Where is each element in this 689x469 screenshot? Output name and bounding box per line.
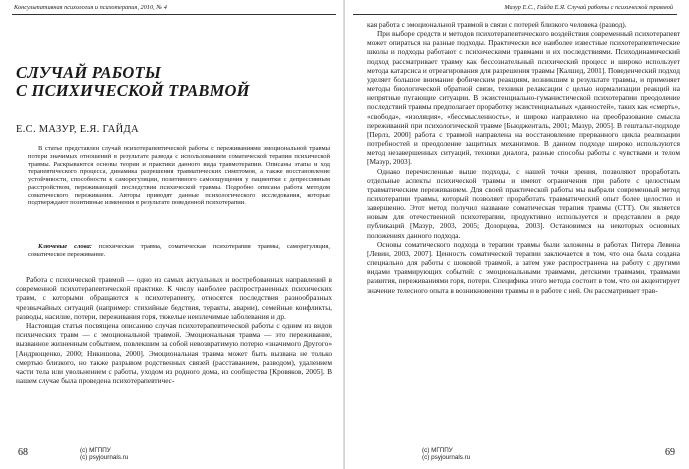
abstract-text: В статье представлен случай психотерапевтической работы с переживаниями эмоциональной травмы потери значимых отношений в результате развода с использованием соматической терапии психической травмы. Раскрываются основы теории и практики данного вида травмотерапии. Описаны этапы и ход терапевтического процесса, динамика разрешения травматических симптомов, а также восстановление устойчивости, способности к саморегуляции, позитивного самоощущения у пациентки с депрессивным расстройством, переживающей последствия психической травмы. Подробно описана работа методом соматического переживания. Авторы приводят данные психологического исследования, которые подтверждают позитивные изменения в результате поведенной психотерапии. <box>28 145 330 207</box>
paragraph: Однако перечисленные выше подходы, с нашей точки зрения, позволяют проработать отдельные аспекты психической травмы и имеют ограничения при работе с целостным травматическим переживанием. Для своей практической работы мы выбрали современный метод психотерапии травмы, который позволяет проработать травматический опыт более целостно и завершенно. Этот метод получил название соматическая терапия травмы (СТТ). Он является новым для отечественной психотерапии, продуктивно используется и представлен в ряде публикаций [Мазур, 2003, 2005; Дозорцева, 2003]. Остановимся на некоторых основных положениях данного подхода. <box>367 166 680 240</box>
page-number-left: 68 <box>18 447 28 458</box>
abstract <box>28 145 330 207</box>
title-line-2: С ПСИХИЧЕСКОЙ ТРАВМОЙ <box>16 81 250 100</box>
running-head-left: Консультативная психология и психотерапия, 2010, № 4 <box>14 4 167 11</box>
paragraph: Основы соматического подхода в терапии травмы были заложены в работах Питера Левина [Левин, 2003, 2007]. Ценность соматической терапии заключается в том, что она была создана специально для работы с шоковой травмой, а затем уже распространена на работу с другими видами травмирующих событий: с эмоциональными травмами, детскими травмами, травмами развития, переживаниями горя, потери. Специфика этого метода состоит в том, что он акцентирует значение телесного опыта в возникновении травмы и в работе с ней. Он рассматривает трав- <box>367 239 680 295</box>
article-authors: Е.С. МАЗУР, Е.Я. ГАЙДА <box>16 124 139 135</box>
page-number-right: 69 <box>665 447 675 458</box>
right-page <box>345 0 689 469</box>
footer-line: (с) psyjournals.ru <box>80 454 129 461</box>
keywords-text: психическая травма, соматическая психотерапия травмы, саморегуляция, соматическое переживание. <box>28 243 330 258</box>
title-line-1: СЛУЧАЙ РАБОТЫ <box>16 63 162 82</box>
footer-left <box>80 447 128 461</box>
footer-line: (с) МГППУ <box>422 447 453 454</box>
paragraph: Работа с психической травмой — одно из самых актуальных и востребованных направлений в современной психотерапевтической практике. К числу наиболее распространенных психических травм, с которыми обращаются к психотерапевту, относятся последствия разнообразных чрезвычайных ситуаций (например: стихийные бедствия, теракты, аварии), семейные конфликты, разводы, насилие, потери, переживания горя, тяжелые неизлечимые заболевания и др. <box>16 275 332 321</box>
footer-line: (с) МГППУ <box>80 447 111 454</box>
header-rule-left <box>12 14 336 15</box>
footer-right <box>422 447 470 461</box>
keywords <box>28 243 330 259</box>
left-page <box>0 0 344 469</box>
paragraph: Настоящая статья посвящена описанию случая психотерапевтической работы с одним из видов психических травм — с эмоциональной травмой. Эмоциональная травма — это переживание, вызванное жизненным событием, повлекшим за собой невозвратимую потерю «значимого Другого» [Андрющенко, 2000; Никишова, 2000]. Эмоциональная травма может быть вызвана не только смертью близкого, но также разрывом родственных связей (расставанием, разводом), удалением части тела или увольнением с работы, уходом из родного дома, из сообщества [Кровяков, 2005]. В нашем случае была проведена психотерапевтичес- <box>16 321 332 386</box>
footer-line: (с) psyjournals.ru <box>422 454 471 461</box>
paragraph: При выборе средств и методов психотерапевтического воздействия современный психотерапевт может опираться на разные подходы. Практически все наиболее известные психотерапевтические школы и подходы работают с психическими травмами и их последствиями. Психодинамический подход рассматривает травму как бессознательный психический процесс и широко использует метода катарсиса и отреагирования для разрешения травмы [Калшед, 2001]. Поведенческий подход уделяет большое внимание фобическим реакциям, возникшим в результате травмы, и применяет методы биологической обратной связи, техники релаксации с целью нормализации реакций на непрятные пугающие ситуации. В экзистенциально-гуманистической психотерапии преодоление последствий травмы предполагает проработку экзистенциальных «данностей», таких как «смерть», «свобода», «изоляция», «бессмысленность», и широко направлено на преобразование смысла переживаний при психологической травме [Бьюдженталь, 2001; Мазур, 2005]. В гештальт-подходе [Перлз, 2000] работа с травмой направлена на восстановление прерванного цикла реализации потребностей и преодоление защитных механизмов. В данном подходе широко используются метод незавершенных ситуаций, техники диалога, разные способы работы с чувствами и телом [Мазур, 2003]. <box>367 29 680 167</box>
paragraph-continuation: кая работа с эмоциональной травмой в связи с потерей близкого человека (развод). <box>367 20 627 29</box>
article-title <box>16 64 250 100</box>
running-head-right: Мазур Е.С., Гайда Е.Я. Случай работы с психической травмой <box>504 4 673 11</box>
header-rule-right <box>353 14 677 15</box>
body-text-right <box>367 20 680 295</box>
body-text-left <box>16 275 332 385</box>
keywords-label: Ключевые слова: <box>38 243 92 250</box>
